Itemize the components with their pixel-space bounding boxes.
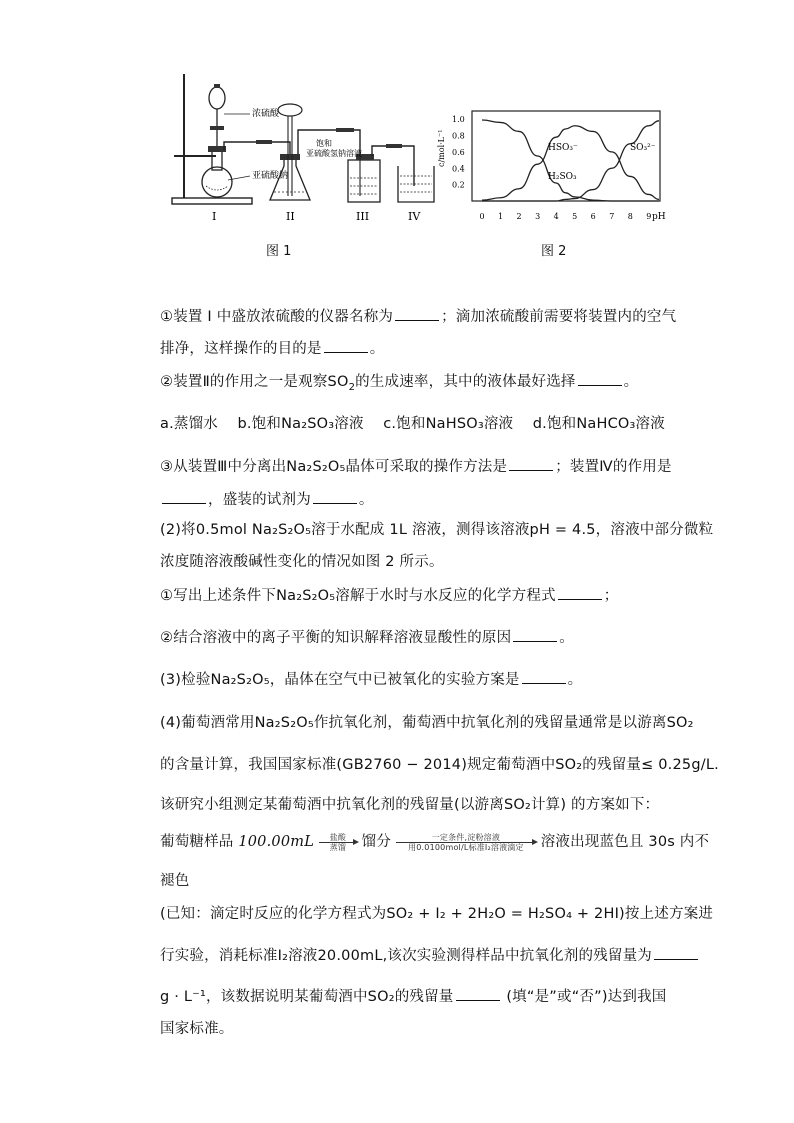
q1-line-3 [160, 370, 638, 393]
y-tick-label: 0.6 [452, 147, 465, 157]
label-1: I [212, 210, 217, 223]
answer-blank[interactable] [654, 958, 698, 960]
q2-line-2: 浓度随溶液酸碱性变化的情况如图 2 所示。 [160, 554, 444, 570]
q4-line-7 [160, 944, 700, 965]
x-tick-label: 1 [498, 212, 504, 221]
flask-1 [202, 167, 232, 197]
answer-blank[interactable] [509, 469, 553, 471]
q2-line-3 [160, 584, 619, 605]
answer-blank[interactable] [313, 502, 357, 504]
figure-2-chart [430, 105, 670, 225]
text: ，盛装的试剂为 [208, 492, 311, 508]
text: (3)检验Na₂S₂O₅，晶体在空气中已被氧化的实验方案是 [160, 672, 520, 688]
q4-line-1: (4)葡萄酒常用Na₂S₂O₅作抗氧化剂，葡萄酒中抗氧化剂的残留量通常是以游离SO₂ [160, 715, 694, 731]
answer-blank[interactable] [456, 999, 500, 1001]
text: ； [603, 588, 619, 604]
q2-line-1: (2)将0.5mol Na₂S₂O₅溶于水配成 1L 溶液，测得该溶液pH = 4.5，溶液中部分微粒 [160, 522, 714, 538]
label-solution: 亚硫酸氢钠溶液 [306, 149, 362, 158]
curve-label-hso3: HSO₃⁻ [548, 143, 578, 153]
x-tick-label: 9 [646, 212, 652, 221]
arrow-1 [319, 833, 357, 852]
text: ；滴加浓硫酸前需要将装置内的空气 [441, 309, 677, 325]
text: 行实验，消耗标准I₂溶液20.00mL,该次实验测得样品中抗氧化剂的残留量为 [160, 948, 653, 964]
q2-line-4 [160, 626, 574, 647]
curve-label-h2so3: H₂SO₃ [548, 172, 577, 182]
x-tick-label: 7 [609, 212, 615, 221]
text: 葡萄糖样品 [160, 834, 234, 850]
label-4: IV [408, 210, 421, 223]
text: g · L⁻¹，该数据说明某葡萄酒中SO₂的残留量 [160, 989, 454, 1005]
arrow-2-top: 一定条件,淀粉溶液 [431, 832, 501, 842]
sample-volume: 100.00mL [238, 834, 315, 850]
q4-line-6: (已知：滴定时反应的化学方程式为SO₂ + I₂ + 2H₂O = H₂SO₄ + 2HI)按上述方案进 [160, 906, 714, 922]
arrow-2 [396, 833, 536, 852]
q1-line-5 [160, 455, 672, 476]
y-tick-label: 0.8 [452, 131, 465, 141]
label-na2so3: 亚硫酸钠 [252, 171, 289, 181]
y-tick-label: 1.0 [452, 115, 465, 125]
bottle-3 [348, 160, 380, 202]
label-3: III [356, 210, 370, 223]
x-tick-label: 8 [627, 212, 633, 221]
stand-base [172, 198, 252, 204]
text: 。 [559, 630, 574, 646]
answer-blank[interactable] [558, 598, 602, 600]
answer-blank[interactable] [324, 351, 368, 353]
figure-1-caption: 图 1 [266, 244, 292, 259]
x-tick-label: 4 [553, 212, 559, 221]
answer-blank[interactable] [522, 682, 566, 684]
text: 。 [567, 672, 583, 688]
text: 溶液出现蓝色且 30s 内不 [540, 834, 710, 850]
arrow-2-bottom: 用0.0100mol/L标准I₂溶液滴定 [408, 842, 524, 852]
text: 。 [369, 341, 385, 357]
text: 馏分 [361, 834, 392, 850]
text: ①写出上述条件下Na₂S₂O₅溶解于水时与水反应的化学方程式 [160, 588, 556, 604]
separatory-funnel [209, 87, 225, 109]
label-conc-h2so4: 浓硫酸 [252, 109, 280, 119]
answer-blank[interactable] [395, 319, 439, 321]
answer-blank[interactable] [162, 502, 206, 504]
text: ②结合溶液中的离子平衡的知识解释溶液显酸性的原因 [160, 630, 512, 646]
text: (填“是”或“否”)达到我国 [501, 989, 667, 1005]
chart-ylabel: c/mol·L⁻¹ [437, 129, 446, 167]
q1-line-1 [160, 305, 676, 326]
arrow-1-bottom: 蒸馏 [329, 842, 347, 852]
q1-line-6 [160, 488, 374, 509]
series-line-1 [482, 126, 659, 200]
text: ②装置Ⅱ的作用之一是观察SO [160, 374, 349, 390]
text: ③从装置Ⅲ中分离出Na₂S₂O₅晶体可采取的操作方法是 [160, 459, 508, 475]
curve-label-so3: SO₃²⁻ [630, 143, 656, 153]
q4-line-9: 国家标准。 [160, 1021, 234, 1037]
text: ①装置 I 中盛放浓硫酸的仪器名称为 [160, 309, 394, 325]
q4-scheme [160, 830, 709, 852]
chart-xlabel: pH [652, 212, 666, 222]
label-saturated: 饱和 [316, 139, 332, 148]
text: 排净，这样操作的目的是 [160, 341, 322, 357]
arrow-1-top: 盐酸 [329, 832, 347, 842]
figure-2-caption: 图 2 [541, 244, 567, 259]
y-tick-label: 0.2 [452, 180, 465, 190]
series-line-0 [482, 120, 659, 201]
text: 。 [623, 374, 639, 390]
q4-line-2: 的含量计算，我国国家标准(GB2760 − 2014)规定葡萄酒中SO₂的残留量≤ 0.25g/L. [160, 757, 719, 773]
x-tick-label: 6 [590, 212, 596, 221]
q1-line-2 [160, 337, 384, 358]
q4-line-3: 该研究小组测定某葡萄酒中抗氧化剂的残留量(以游离SO₂计算) 的方案如下： [160, 797, 660, 813]
x-tick-label: 5 [572, 212, 578, 221]
chart-frame [472, 111, 660, 201]
text: ；装置Ⅳ的作用是 [555, 459, 672, 475]
q4-line-5: 褪色 [160, 873, 190, 889]
series-line-2 [482, 121, 659, 201]
answer-blank[interactable] [578, 384, 622, 386]
text: 。 [358, 492, 374, 508]
subscript: 2 [348, 381, 356, 393]
x-tick-label: 0 [479, 212, 485, 221]
x-tick-label: 2 [516, 212, 522, 221]
q1-options: a.蒸馏水 b.饱和Na₂SO₃溶液 c.饱和NaHSO₃溶液 d.饱和NaHCO₃溶液 [160, 416, 665, 432]
x-tick-label: 3 [535, 212, 541, 221]
q4-line-8 [160, 985, 667, 1006]
answer-blank[interactable] [513, 640, 557, 642]
q3-line [160, 668, 582, 689]
y-tick-label: 0.4 [452, 164, 465, 174]
text: 的生成速率，其中的液体最好选择 [355, 374, 576, 390]
figure-1-apparatus [160, 70, 450, 230]
label-2: II [286, 210, 295, 223]
